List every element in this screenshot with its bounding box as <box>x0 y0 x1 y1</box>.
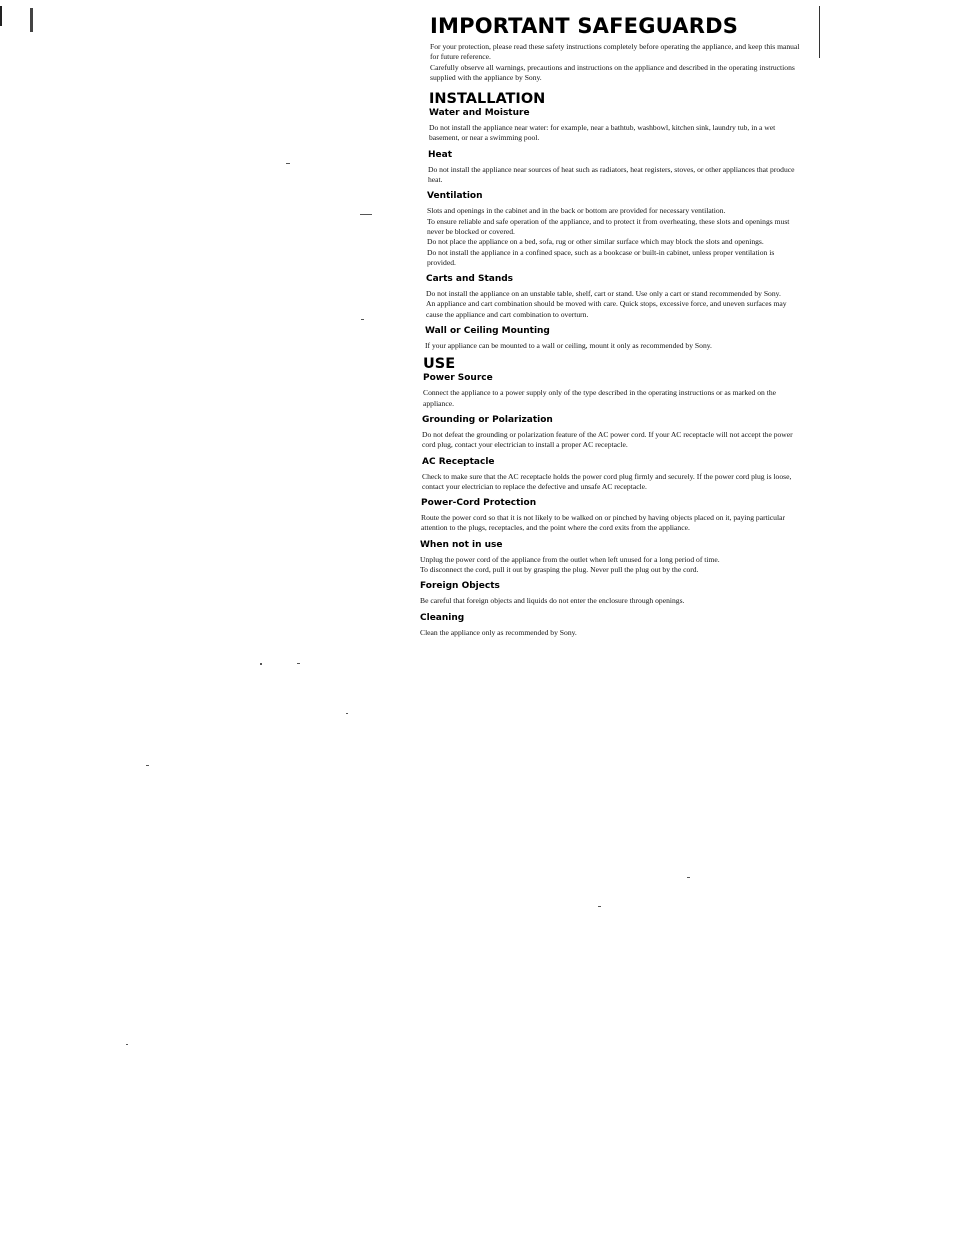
item-text: Do not place the appliance on a bed, sofa, rug or other similar surface which may block the slots and openings. <box>427 237 764 247</box>
section-use <box>420 356 804 638</box>
item-text: Do not install the appliance on an unstable table, shelf, cart or stand. Use only a cart or stand recommended by Sony. <box>426 289 781 299</box>
item-carts-and-stands <box>426 273 804 320</box>
item-ac-receptacle <box>422 456 804 493</box>
item-text: Unplug the power cord of the appliance from the outlet when left unused for a long period of time. <box>420 554 720 564</box>
scan-edge-mark <box>30 8 33 32</box>
item-text: If your appliance can be mounted to a wall or ceiling, mount it only as recommended by Sony. <box>425 341 712 351</box>
scan-speck <box>260 663 262 665</box>
item-text: Slots and openings in the cabinet and in the back or bottom are provided for necessary ventilation. <box>427 206 726 216</box>
item-text: To ensure reliable and safe operation of the appliance, and to protect it from overheating, these slots and openings must never be blocked or covered. <box>427 216 790 236</box>
item-title: Foreign Objects <box>420 581 500 592</box>
item-text: Be careful that foreign objects and liquids do not enter the enclosure through openings. <box>420 596 685 606</box>
scan-speck <box>687 877 690 878</box>
item-title: Heat <box>428 149 453 160</box>
item-title: Water and Moisture <box>429 108 530 119</box>
item-title: Cleaning <box>420 612 465 623</box>
item-power-source <box>423 372 804 409</box>
item-water-and-moisture <box>429 107 804 144</box>
intro-paragraph: Carefully observe all warnings, precautions and instructions on the appliance and described in the operating instructions supplied with the appliance by Sony. <box>430 62 795 82</box>
scan-speck <box>346 713 348 714</box>
item-title: Wall or Ceiling Mounting <box>425 326 550 337</box>
item-title: Power Source <box>423 373 493 384</box>
intro-paragraph: For your protection, please read these safety instructions completely before operating the appliance, and keep this manual for future reference. <box>430 42 800 62</box>
item-text: Do not install the appliance near water: for example, near a bathtub, washbowl, kitchen sink, laundry tub, in a wet basement, or near a swimming pool. <box>429 123 776 143</box>
scan-edge-mark <box>819 6 820 58</box>
safeguards-page <box>418 14 804 643</box>
item-text: Do not install the appliance near sources of heat such as radiators, heat registers, stoves, or other appliances that produce heat. <box>428 164 795 185</box>
scan-speck <box>297 663 300 664</box>
item-when-not-in-use <box>420 539 804 576</box>
scan-speck <box>146 765 149 766</box>
item-wall-or-ceiling-mounting <box>425 325 804 351</box>
scan-speck <box>126 1044 128 1045</box>
section-heading: INSTALLATION <box>429 91 546 108</box>
item-text: Clean the appliance only as recommended by Sony. <box>420 627 577 637</box>
item-power-cord-protection <box>421 497 804 534</box>
item-title: Power-Cord Protection <box>421 498 537 509</box>
item-title: Grounding or Polarization <box>422 414 553 425</box>
scan-edge-mark <box>0 6 2 26</box>
item-ventilation <box>427 190 804 268</box>
item-title: When not in use <box>420 539 503 550</box>
item-foreign-objects <box>420 580 804 606</box>
item-text: Do not install the appliance in a confined space, such as a bookcase or built-in cabinet, unless proper ventilation is provided. <box>427 247 775 267</box>
item-text: An appliance and cart combination should be moved with care. Quick stops, excessive force, and uneven surfaces may cause the appliance and cart combination to overturn. <box>426 299 787 319</box>
item-text: Check to make sure that the AC receptacle holds the power cord plug firmly and securely. If the power cord plug is loose, contact your electrician to replace the defective and unsafe AC receptacle. <box>422 471 792 491</box>
intro-text <box>430 42 804 83</box>
item-text: To disconnect the cord, pull it out by grasping the plug. Never pull the plug out by the cord. <box>420 565 699 575</box>
item-title: AC Receptacle <box>422 456 495 467</box>
item-grounding-or-polarization <box>422 414 804 451</box>
item-title: Carts and Stands <box>426 274 514 285</box>
item-text: Do not defeat the grounding or polarization feature of the AC power cord. If your AC receptacle will not accept the power cord plug, contact your electrician to install a proper AC receptacle. <box>422 429 793 450</box>
section-installation <box>425 91 804 351</box>
page-title: IMPORTANT SAFEGUARDS <box>430 14 739 38</box>
scan-speck <box>360 214 372 215</box>
item-title: Ventilation <box>427 191 483 202</box>
item-text: Connect the appliance to a power supply only of the type described in the operating instructions or as marked on the appliance. <box>423 388 777 408</box>
section-heading: USE <box>423 356 456 373</box>
scan-speck <box>598 906 601 907</box>
scan-speck <box>361 319 364 320</box>
scan-speck <box>286 163 290 164</box>
item-heat <box>428 149 804 186</box>
item-text: Route the power cord so that it is not likely to be walked on or pinched by having objects placed on it, paying particular attention to the plugs, receptacles, and the point where the cord exits from the appliance. <box>421 513 785 533</box>
item-cleaning <box>420 612 804 638</box>
